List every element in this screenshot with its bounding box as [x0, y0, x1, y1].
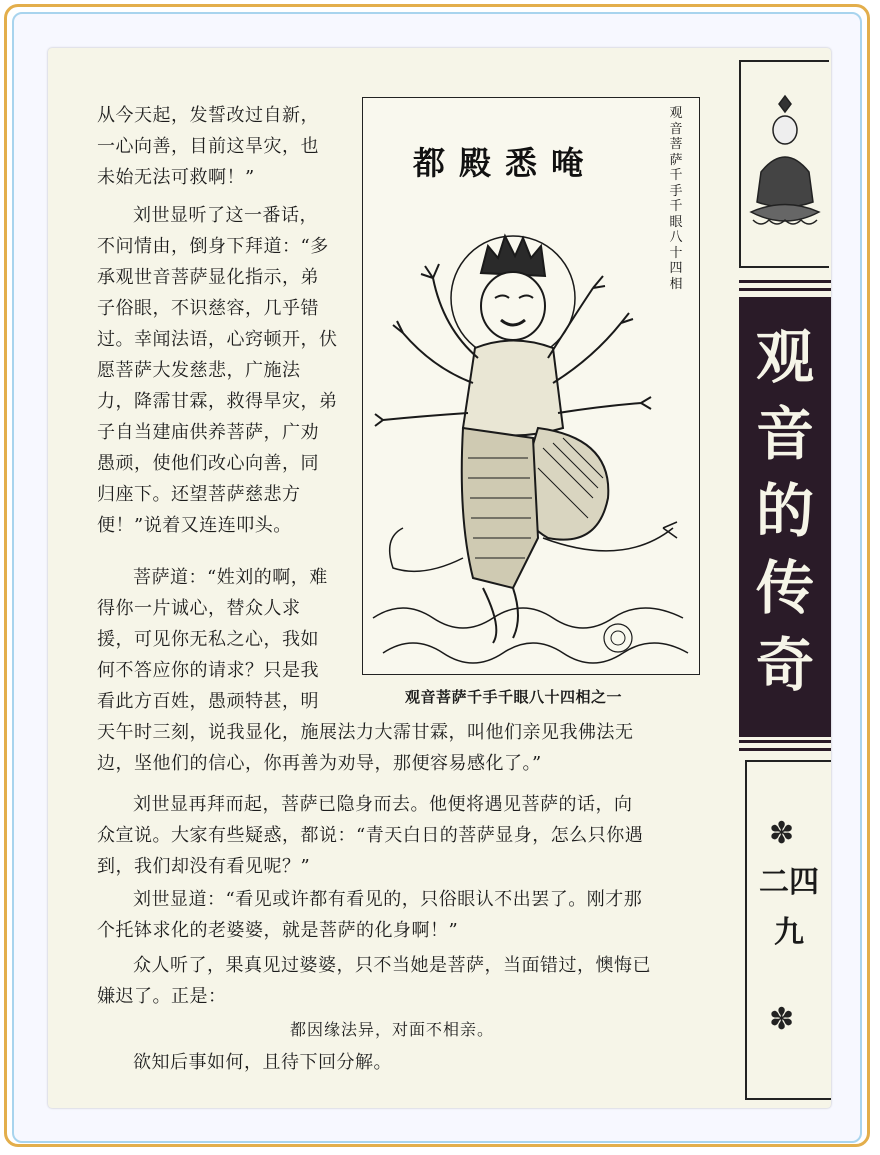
book-title: 观音的传奇 — [755, 323, 814, 699]
text-line: 援，可见你无私之心，我如 — [97, 629, 319, 650]
text-line: 刘世显道：“看见或许都有看见的，只俗眼认不出罢了。刚才那 — [133, 889, 643, 910]
text-line: 承观世音菩萨显化指示，弟 — [97, 267, 319, 288]
text-line: 菩萨道：“姓刘的啊，难 — [133, 567, 328, 588]
flower-ornament-top-icon: ✽ — [769, 816, 795, 851]
paragraph-2 — [97, 200, 338, 541]
book-title-panel — [739, 297, 831, 737]
text-line: 归座下。还望菩萨慈悲方 — [97, 484, 301, 505]
side-divider-2 — [739, 288, 831, 291]
text-line: 天午时三刻，说我显化，施展法力大霈甘霖，叫他们亲见我佛法无 — [97, 722, 634, 743]
text-line: 愚顽，使他们改心向善，同 — [97, 453, 319, 474]
page-number-panel — [745, 760, 831, 1100]
side-divider-4 — [739, 748, 831, 751]
guanyin-seated-icon — [741, 62, 829, 266]
text-line: 何不答应你的请求？只是我 — [97, 660, 319, 681]
paragraph-7 — [97, 1047, 392, 1078]
text-line: 得你一片诚心，替众人求 — [97, 598, 301, 619]
paragraph-1 — [97, 100, 319, 193]
text-line: 刘世显听了这一番话， — [133, 205, 318, 226]
paragraph-4 — [97, 789, 643, 882]
paragraph-6 — [97, 950, 651, 1012]
text-line: 子自当建庙供养菩萨，广劝 — [97, 422, 319, 443]
side-divider-1 — [739, 280, 831, 283]
text-line: 力，降霈甘霖，救得旱灾，弟 — [97, 391, 338, 412]
guanyin-illustration — [362, 97, 700, 675]
text-line: 嫌迟了。正是： — [97, 986, 227, 1007]
text-line: 到，我们却没有看见呢？” — [97, 856, 311, 877]
text-line: 边，坚他们的信心，你再善为劝导，那便容易感化了。” — [97, 753, 542, 774]
flower-ornament-bottom-icon: ✽ — [769, 1002, 795, 1037]
page-number: 二四九 — [759, 865, 819, 950]
text-line: 从今天起，发誓改过自新， — [97, 105, 319, 126]
text-line: 欲知后事如何，且待下回分解。 — [133, 1052, 392, 1073]
text-line: 过。幸闻法语，心窍顿开，伏 — [97, 329, 338, 350]
text-line: 愿菩萨大发慈悲，广施法 — [97, 360, 301, 381]
text-line: 众宣说。大家有些疑惑，都说：“青天白日的菩萨显身，怎么只你遇 — [97, 825, 644, 846]
side-divider-3 — [739, 740, 831, 743]
text-line: 个托钵求化的老婆婆，就是菩萨的化身啊！” — [97, 920, 459, 941]
guanyin-emblem-panel — [739, 60, 829, 268]
text-line: 子俗眼，不识慈容，几乎错 — [97, 298, 319, 319]
verse-couplet: 都因缘法异，对面不相亲。 — [290, 1020, 495, 1039]
text-line: 一心向善，目前这旱灾，也 — [97, 136, 319, 157]
illustration-caption: 观音菩萨千手千眼八十四相之一 — [405, 688, 623, 706]
illustration-vertical-label: 观音菩萨千手千眼八十四相 — [669, 106, 683, 292]
illustration-title: 都殿悉唵 — [413, 144, 598, 182]
text-line: 众人听了，果真见过婆婆，只不当她是菩萨，当面错过，懊悔已 — [133, 955, 651, 976]
text-line: 未始无法可救啊！” — [97, 167, 255, 188]
text-line: 看此方百姓，愚顽特甚，明 — [97, 691, 319, 712]
deity-drawing — [363, 98, 700, 675]
text-line: 便！”说着又连连叩头。 — [97, 515, 292, 536]
text-line: 不问情由，倒身下拜道：“多 — [97, 236, 329, 257]
paragraph-3 — [97, 562, 328, 717]
text-line: 刘世显再拜而起，菩萨已隐身而去。他便将遇见菩萨的话，向 — [133, 794, 633, 815]
paragraph-3-continued — [97, 717, 634, 779]
paragraph-5 — [97, 884, 642, 946]
